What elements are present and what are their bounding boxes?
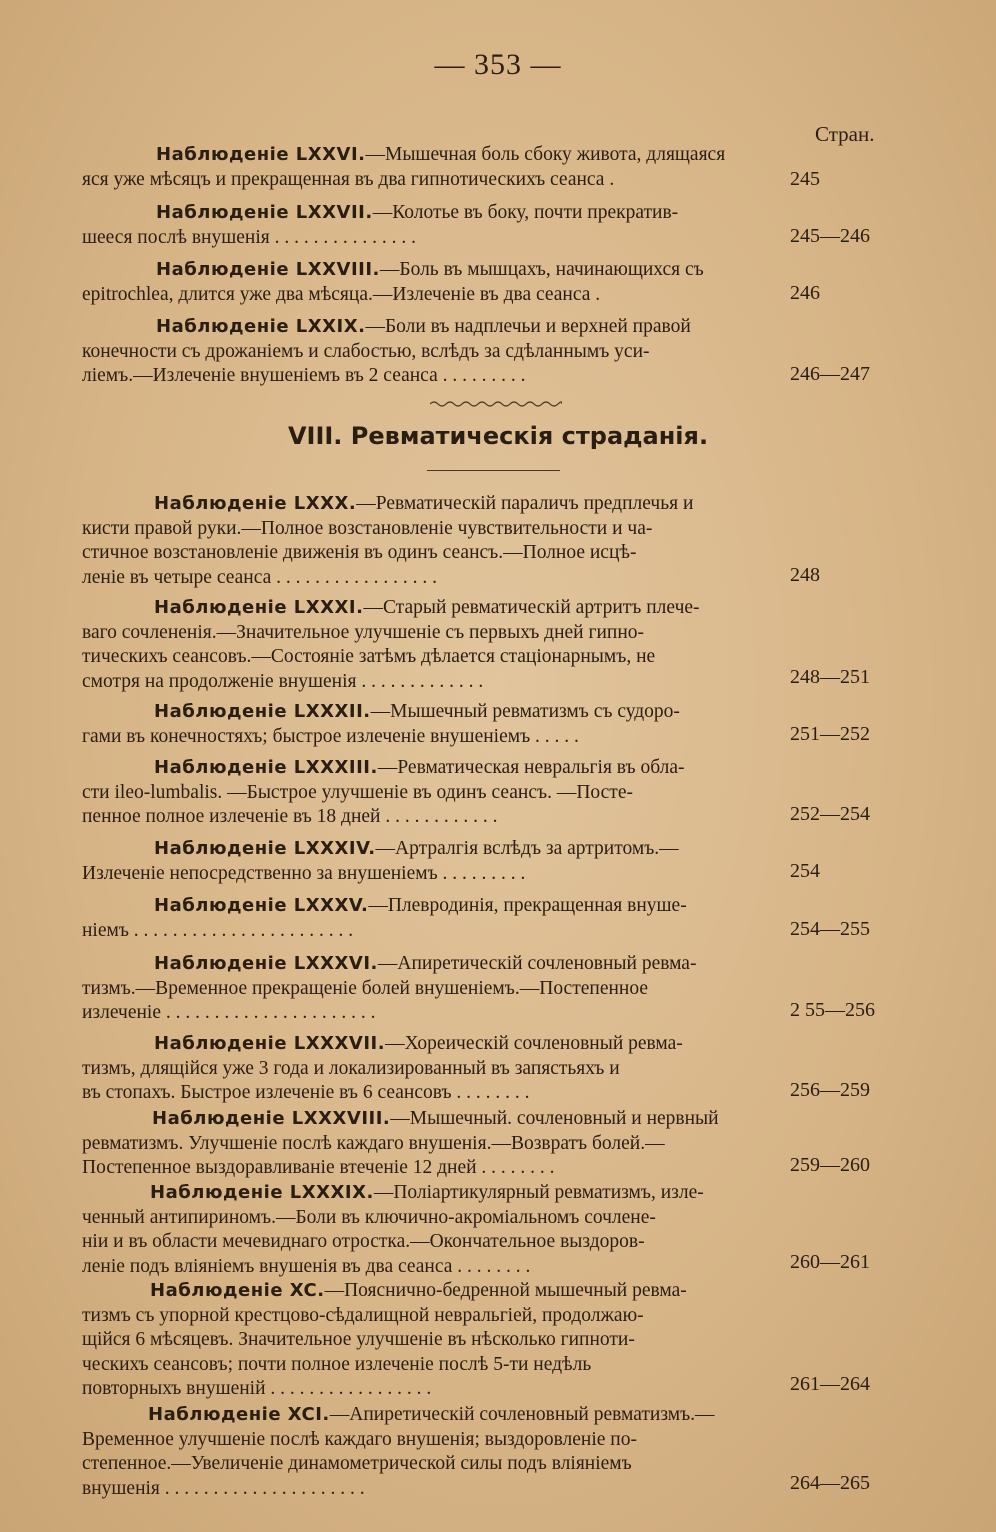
- page-ref: 248: [790, 564, 820, 586]
- entry-line: леніе въ четыре сеанса . . . . . . . . . . . . . . . . .: [82, 566, 437, 588]
- entry-line: ченный антипириномъ.—Боли въ ключично-акроміальномъ сочлене-: [82, 1206, 656, 1228]
- toc-entry-lxxxii: [82, 700, 782, 749]
- entry-line: ваго сочлененія.—Значительное улучшеніе съ первыхъ дней гипно-: [82, 621, 645, 643]
- page-ref: 261—264: [790, 1373, 870, 1395]
- entry-line: тизмъ, длящійся уже 3 года и локализированный въ запястьяхъ и: [82, 1057, 620, 1079]
- entry-line: Наблюденіе LXXXVI.—Апиретическій сочленовный ревма-: [154, 953, 697, 974]
- entry-line: стичное возстановленіе движенія въ одинъ сеансъ.—Полное исцѣ-: [82, 542, 637, 563]
- page-ref: 248—251: [790, 666, 870, 688]
- entry-line: ревматизмъ. Улучшеніе послѣ каждаго внушенія.—Возвратъ болей.—: [82, 1132, 665, 1154]
- heading-rule: [427, 470, 560, 471]
- toc-entry-lxxx: [82, 492, 782, 590]
- entry-line: кисти правой руки.—Полное возстановленіе чувствительности и ча-: [82, 517, 653, 539]
- entry-line: излеченіе . . . . . . . . . . . . . . . . . . . . . .: [82, 1002, 376, 1023]
- toc-entry-lxxvi: [82, 143, 782, 192]
- page-ref: 246: [790, 282, 820, 304]
- entry-line: epitrochlea, длится уже два мѣсяца.—Излеченіе въ два сеанса .: [82, 283, 601, 305]
- toc-entry-lxxviii: [82, 258, 782, 307]
- entry-line: Наблюденіе LXXVI.—Мышечная боль сбоку живота, длящаяся: [156, 144, 726, 165]
- entry-line: внушенія . . . . . . . . . . . . . . . . . . . . .: [82, 1477, 365, 1499]
- toc-entry-lxxxvi: [82, 952, 782, 1026]
- page-ref: 2 55—256: [790, 999, 875, 1021]
- page-ref: 251—252: [790, 723, 870, 745]
- toc-entry-lxxxviii: [82, 1107, 782, 1181]
- entry-line: Наблюденіе XC.—Поясничнo-бедренной мышечный ревма-: [150, 1280, 687, 1301]
- entry-line: Наблюденіе LXXXIII.—Ревматическая невральгія въ обла-: [154, 757, 685, 778]
- entry-line: Временное улучшеніе послѣ каждаго внушенія; выздоровленіе по-: [82, 1428, 637, 1450]
- entry-line: ческихъ сеансовъ; почти полное излеченіе послѣ 5-ти недѣль: [82, 1353, 592, 1375]
- page-ref: 245: [790, 168, 820, 190]
- page-ref: 252—254: [790, 803, 870, 825]
- entry-line: Наблюденіе LXXVIII.—Боль въ мышцахъ, начинающихся съ: [156, 259, 704, 280]
- entry-line: Наблюденіе LXXXIX.—Поліартикулярный ревматизмъ, изле-: [150, 1182, 704, 1203]
- toc-entry-lxxxiii: [82, 756, 782, 830]
- toc-entry-lxxxv: [82, 894, 782, 943]
- toc-entry-xci: [82, 1403, 782, 1501]
- entry-line: Наблюденіе LXXXVIII.—Мышечный. сочленовный и нервный: [152, 1108, 719, 1129]
- page-ref: 254: [790, 860, 820, 882]
- entry-line: Излеченіе непосредственно за внушеніемъ . . . . . . . . .: [82, 862, 526, 884]
- entry-line: ліемъ.—Излеченіе внушеніемъ въ 2 сеанса . . . . . . . . .: [82, 365, 526, 386]
- toc-entry-xc: [82, 1279, 782, 1402]
- page-ref: 256—259: [790, 1079, 870, 1101]
- toc-entry-lxxvii: [82, 201, 782, 250]
- wavy-divider: [430, 400, 562, 408]
- entry-line: щійся 6 мѣсяцевъ. Значительное улучшеніе въ нѣсколько гипноти-: [82, 1329, 635, 1350]
- entry-line: пенное полное излеченіе въ 18 дней . . . . . . . . . . . .: [82, 806, 498, 827]
- entry-line: конечности съ дрожаніемъ и слабостью, вслѣдъ за сдѣланнымъ уси-: [82, 340, 650, 362]
- page-ref: 260—261: [790, 1251, 870, 1273]
- entry-line: смотря на продолженіе внушенія . . . . . . . . . . . . .: [82, 670, 484, 692]
- toc-entry-lxxxi: [82, 596, 782, 694]
- entry-line: Постепенное выздоравливаніе втеченіе 12 дней . . . . . . . .: [82, 1157, 555, 1178]
- entry-line: Наблюденіе LXXXIV.—Артралгія вслѣдъ за артритомъ.—: [154, 838, 679, 859]
- entry-line: Наблюденіе LXXVII.—Колотье въ боку, почти прекратив-: [156, 202, 679, 223]
- page-ref: 259—260: [790, 1154, 870, 1176]
- entry-line: Наблюденіе LXXIX.—Боли въ надплечьи и верхней правой: [156, 316, 691, 337]
- entry-line: шееся послѣ внушенія . . . . . . . . . . . . . . .: [82, 226, 416, 248]
- entry-line: гами въ конечностяхъ; быстрое излеченіе внушеніемъ . . . . .: [82, 725, 579, 747]
- entry-line: степенное.—Увеличеніе динамометрической силы подъ вліяніемъ: [82, 1453, 632, 1474]
- entry-line: Наблюденіе LXXXII.—Мышечный ревматизмъ съ судоро-: [154, 701, 680, 722]
- entry-line: тизмъ съ упорной крестцово-сѣдалищной невральгіей, продолжаю-: [82, 1304, 644, 1326]
- entry-line: тизмъ.—Временное прекращеніе болей внушеніемъ.—Постепенное: [82, 977, 648, 999]
- toc-entry-lxxxiv: [82, 837, 782, 886]
- entry-line: Наблюденіе LXXXVII.—Хореическій сочленовный ревма-: [154, 1033, 683, 1054]
- page-column-header: Стран.: [815, 122, 875, 146]
- toc-entry-lxxix: [82, 315, 782, 389]
- entry-line: тическихъ сеансовъ.—Состояніе затѣмъ дѣлается стаціонарнымъ, не: [82, 646, 656, 667]
- entry-line: ніи и въ области мечевиднаго отростка.—Окончательное выздоров-: [82, 1231, 645, 1252]
- entry-line: сти ileo-lumbalis. —Быстрое улучшеніе въ одинъ сеансъ. —Посте-: [82, 781, 633, 803]
- page-number: — 353 —: [434, 48, 562, 81]
- entry-line: Наблюденіе LXXX.—Ревматическій параличъ предплечья и: [154, 493, 694, 514]
- page-ref: 254—255: [790, 918, 870, 940]
- section-heading: VIII. Ревматическія страданія.: [287, 422, 709, 450]
- entry-line: Наблюденіе XCI.—Апиретическій сочленовный ревматизмъ.—: [148, 1404, 715, 1425]
- entry-line: леніе подъ вліяніемъ внушенія въ два сеанса . . . . . . . .: [82, 1255, 531, 1277]
- toc-entry-lxxxvii: [82, 1032, 782, 1106]
- page-ref: 245—246: [790, 225, 870, 247]
- entry-line: яся уже мѣсяцъ и прекращенная въ два гипнотическихъ сеанса .: [82, 168, 615, 190]
- entry-line: Наблюденіе LXXXI.—Старый ревматическій артритъ плече-: [154, 597, 700, 618]
- entry-line: въ стопахъ. Быстрое излеченіе въ 6 сеансовъ . . . . . . . .: [82, 1082, 530, 1103]
- toc-entry-lxxxix: [82, 1181, 782, 1279]
- page-ref: 264—265: [790, 1472, 870, 1494]
- entry-line: ніемъ . . . . . . . . . . . . . . . . . . . . . . .: [82, 919, 354, 941]
- entry-line: повторныхъ внушеній . . . . . . . . . . . . . . . . .: [82, 1378, 432, 1399]
- entry-line: Наблюденіе LXXXV.—Плевродинія, прекращенная внуше-: [154, 895, 687, 916]
- page-ref: 246—247: [790, 363, 870, 385]
